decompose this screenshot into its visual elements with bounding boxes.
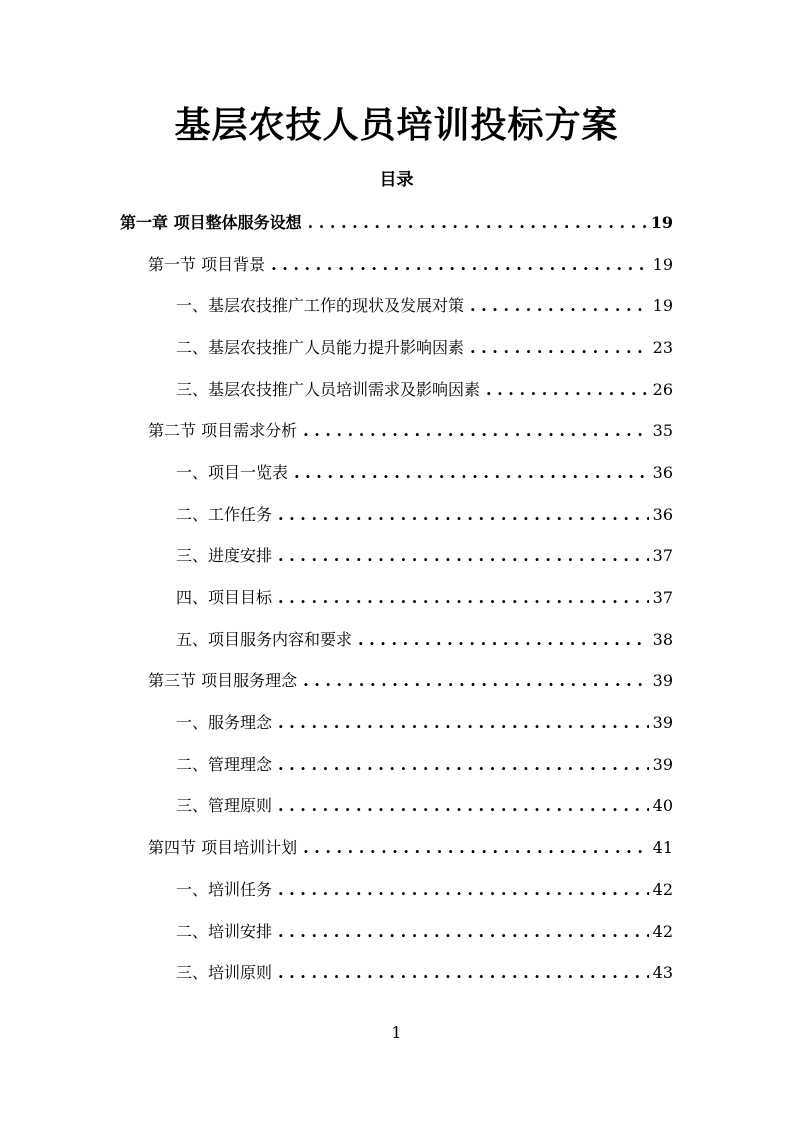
- toc-entry-page: 35: [652, 421, 673, 441]
- toc-entry-title: 第二节 项目需求分析: [148, 421, 298, 441]
- toc-entry[interactable]: [0, 494, 793, 536]
- toc-entry-title: 三、进度安排: [176, 546, 273, 566]
- toc-entry[interactable]: [0, 952, 793, 994]
- toc-entry-title: 一、培训任务: [176, 879, 273, 899]
- toc-entry-title: 三、管理原则: [176, 796, 273, 816]
- toc-dot-leader: [271, 255, 649, 275]
- toc-entry-title: 一、基层农技推广工作的现状及发展对策: [176, 296, 465, 316]
- toc-entry-title: 五、项目服务内容和要求: [176, 629, 353, 649]
- toc-entry-page: 19: [652, 254, 673, 274]
- toc-entry[interactable]: [0, 536, 793, 578]
- toc-entry-title: 第一节 项目背景: [148, 254, 266, 274]
- toc-dot-leader: [308, 213, 647, 233]
- toc-dot-leader: [278, 922, 649, 942]
- toc-entry-title: 四、项目目标: [176, 588, 273, 608]
- table-of-contents: [0, 202, 793, 994]
- toc-entry-page: 39: [652, 671, 673, 691]
- page-number: 1: [391, 1023, 402, 1042]
- toc-entry-title: 一、项目一览表: [176, 462, 289, 482]
- toc-dot-leader: [303, 421, 649, 441]
- toc-dot-leader: [278, 546, 649, 566]
- toc-dot-leader: [470, 296, 649, 316]
- toc-entry-page: 19: [652, 296, 673, 316]
- toc-entry-page: 39: [652, 754, 673, 774]
- toc-dot-leader: [470, 338, 649, 358]
- toc-dot-leader: [278, 796, 649, 816]
- toc-entry-title: 第一章 项目整体服务设想: [120, 212, 302, 232]
- toc-entry-page: 42: [652, 921, 673, 941]
- toc-dot-leader: [486, 380, 649, 400]
- toc-dot-leader: [278, 713, 649, 733]
- toc-dot-leader: [278, 505, 649, 525]
- toc-dot-leader: [303, 838, 649, 858]
- toc-dot-leader: [294, 463, 649, 483]
- toc-dot-leader: [278, 880, 649, 900]
- document-title: 基层农技人员培训投标方案: [174, 105, 619, 146]
- toc-entry-title: 三、培训原则: [176, 963, 273, 983]
- toc-entry-page: 36: [652, 504, 673, 524]
- toc-entry-page: 36: [652, 462, 673, 482]
- toc-entry-title: 第三节 项目服务理念: [148, 671, 298, 691]
- toc-entry[interactable]: [0, 619, 793, 661]
- toc-entry[interactable]: [0, 410, 793, 452]
- toc-entry[interactable]: [0, 827, 793, 869]
- toc-entry-page: 38: [652, 629, 673, 649]
- toc-entry-page: 39: [652, 713, 673, 733]
- toc-entry[interactable]: [0, 452, 793, 494]
- toc-entry[interactable]: [0, 577, 793, 619]
- toc-entry-page: 40: [652, 796, 673, 816]
- toc-entry[interactable]: [0, 369, 793, 411]
- toc-dot-leader: [278, 588, 649, 608]
- toc-entry-page: 41: [652, 838, 673, 858]
- toc-entry[interactable]: [0, 702, 793, 744]
- toc-entry-page: 43: [652, 963, 673, 983]
- toc-dot-leader: [278, 963, 649, 983]
- toc-entry[interactable]: [0, 744, 793, 786]
- toc-entry-title: 第四节 项目培训计划: [148, 838, 298, 858]
- toc-entry-title: 三、基层农技推广人员培训需求及影响因素: [176, 379, 481, 399]
- toc-entry[interactable]: [0, 327, 793, 369]
- toc-dot-leader: [358, 630, 649, 650]
- toc-entry[interactable]: [0, 244, 793, 286]
- toc-entry[interactable]: [0, 869, 793, 911]
- toc-entry-title: 二、培训安排: [176, 921, 273, 941]
- toc-entry-page: 42: [652, 879, 673, 899]
- toc-entry-page: 37: [652, 546, 673, 566]
- toc-entry-page: 19: [650, 212, 673, 232]
- toc-entry-page: 37: [652, 588, 673, 608]
- toc-entry-page: 23: [652, 337, 673, 357]
- toc-dot-leader: [303, 671, 649, 691]
- toc-entry-title: 二、管理理念: [176, 754, 273, 774]
- toc-entry[interactable]: [0, 202, 793, 244]
- toc-entry-title: 二、工作任务: [176, 504, 273, 524]
- toc-entry-page: 26: [652, 379, 673, 399]
- toc-entry[interactable]: [0, 285, 793, 327]
- toc-entry-title: 一、服务理念: [176, 713, 273, 733]
- toc-entry[interactable]: [0, 911, 793, 953]
- toc-entry[interactable]: [0, 661, 793, 703]
- toc-entry[interactable]: [0, 786, 793, 828]
- toc-heading: 目录: [379, 170, 414, 190]
- toc-dot-leader: [278, 755, 649, 775]
- toc-entry-title: 二、基层农技推广人员能力提升影响因素: [176, 337, 465, 357]
